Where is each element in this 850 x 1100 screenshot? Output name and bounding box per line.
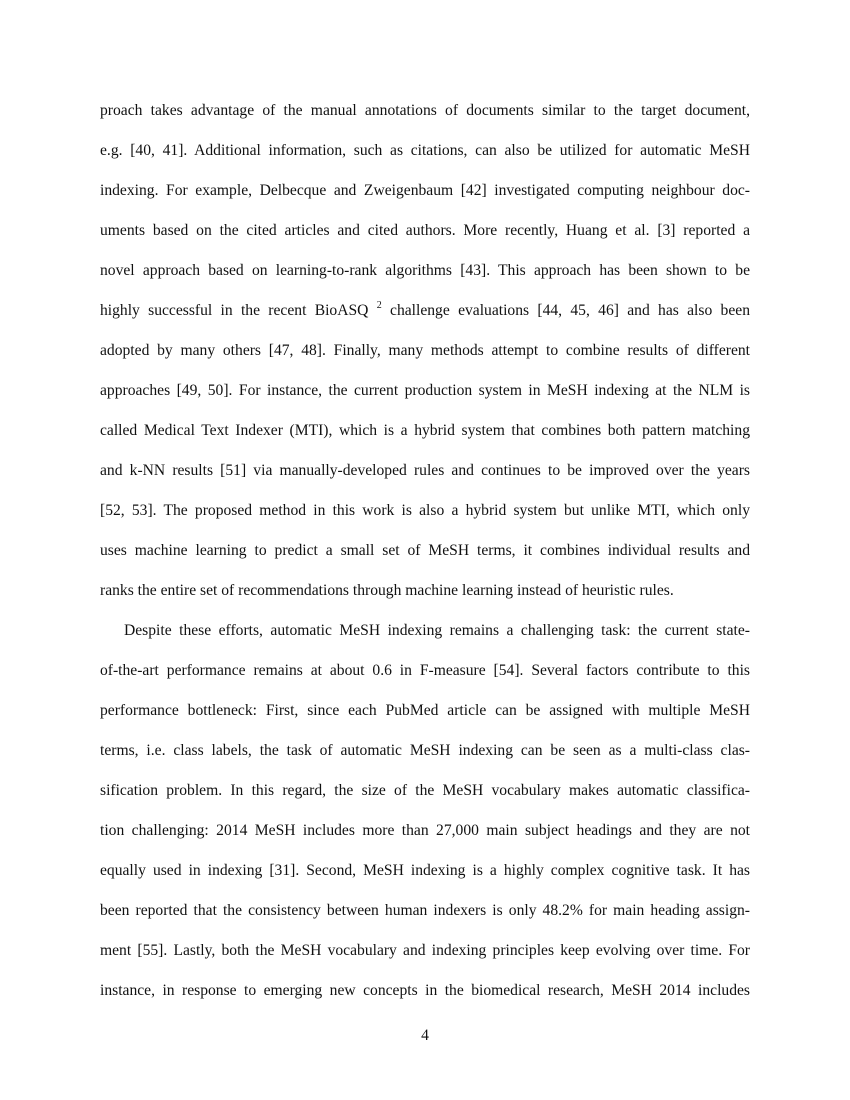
- body-text-line: tion challenging: 2014 MeSH includes more than 27,000 main subject headings and they are not: [100, 822, 750, 839]
- body-text-line: been reported that the consistency between human indexers is only 48.2% for main heading assign-: [100, 902, 750, 919]
- body-text-line: sification problem. In this regard, the size of the MeSH vocabulary makes automatic classifica-: [100, 782, 750, 799]
- body-text-line: equally used in indexing [31]. Second, MeSH indexing is a highly complex cognitive task. It has: [100, 862, 750, 879]
- body-text-line: and k-NN results [51] via manually-developed rules and continues to be improved over the years: [100, 462, 750, 479]
- body-text-line-with-footnote: [100, 301, 750, 321]
- body-text-line: indexing. For example, Delbecque and Zweigenbaum [42] investigated computing neighbour doc-: [100, 182, 750, 199]
- body-text-line: ment [55]. Lastly, both the MeSH vocabulary and indexing principles keep evolving over time. For: [100, 942, 750, 959]
- body-text-line: Despite these efforts, automatic MeSH indexing remains a challenging task: the current state-: [124, 622, 750, 639]
- text-fragment: challenge evaluations [44, 45, 46] and has also been: [381, 302, 750, 319]
- body-text-line: ranks the entire set of recommendations through machine learning instead of heuristic rules.: [100, 582, 674, 599]
- text-fragment: highly successful in the recent BioASQ: [100, 302, 369, 319]
- page-number: 4: [421, 1027, 429, 1044]
- body-text-line: of-the-art performance remains at about 0.6 in F-measure [54]. Several factors contribute to this: [100, 662, 750, 679]
- body-text-line: terms, i.e. class labels, the task of automatic MeSH indexing can be seen as a multi-class clas-: [100, 742, 750, 759]
- footnote-marker: 2: [376, 299, 382, 311]
- body-text-line: uses machine learning to predict a small set of MeSH terms, it combines individual results and: [100, 542, 750, 559]
- body-text-line: proach takes advantage of the manual annotations of documents similar to the target document,: [100, 102, 750, 119]
- body-text-line: approaches [49, 50]. For instance, the current production system in MeSH indexing at the NLM is: [100, 382, 750, 399]
- body-text-line: adopted by many others [47, 48]. Finally, many methods attempt to combine results of different: [100, 342, 750, 359]
- body-text-line: called Medical Text Indexer (MTI), which is a hybrid system that combines both pattern matching: [100, 422, 750, 439]
- body-text-line: novel approach based on learning-to-rank algorithms [43]. This approach has been shown to be: [100, 262, 750, 279]
- body-text-line: performance bottleneck: First, since each PubMed article can be assigned with multiple MeSH: [100, 702, 750, 719]
- body-text-line: uments based on the cited articles and cited authors. More recently, Huang et al. [3] reported a: [100, 222, 750, 239]
- body-text-line: [52, 53]. The proposed method in this work is also a hybrid system but unlike MTI, which only: [100, 502, 750, 519]
- body-text-line: e.g. [40, 41]. Additional information, such as citations, can also be utilized for automatic MeSH: [100, 142, 750, 159]
- body-text-line: instance, in response to emerging new concepts in the biomedical research, MeSH 2014 includes: [100, 982, 750, 999]
